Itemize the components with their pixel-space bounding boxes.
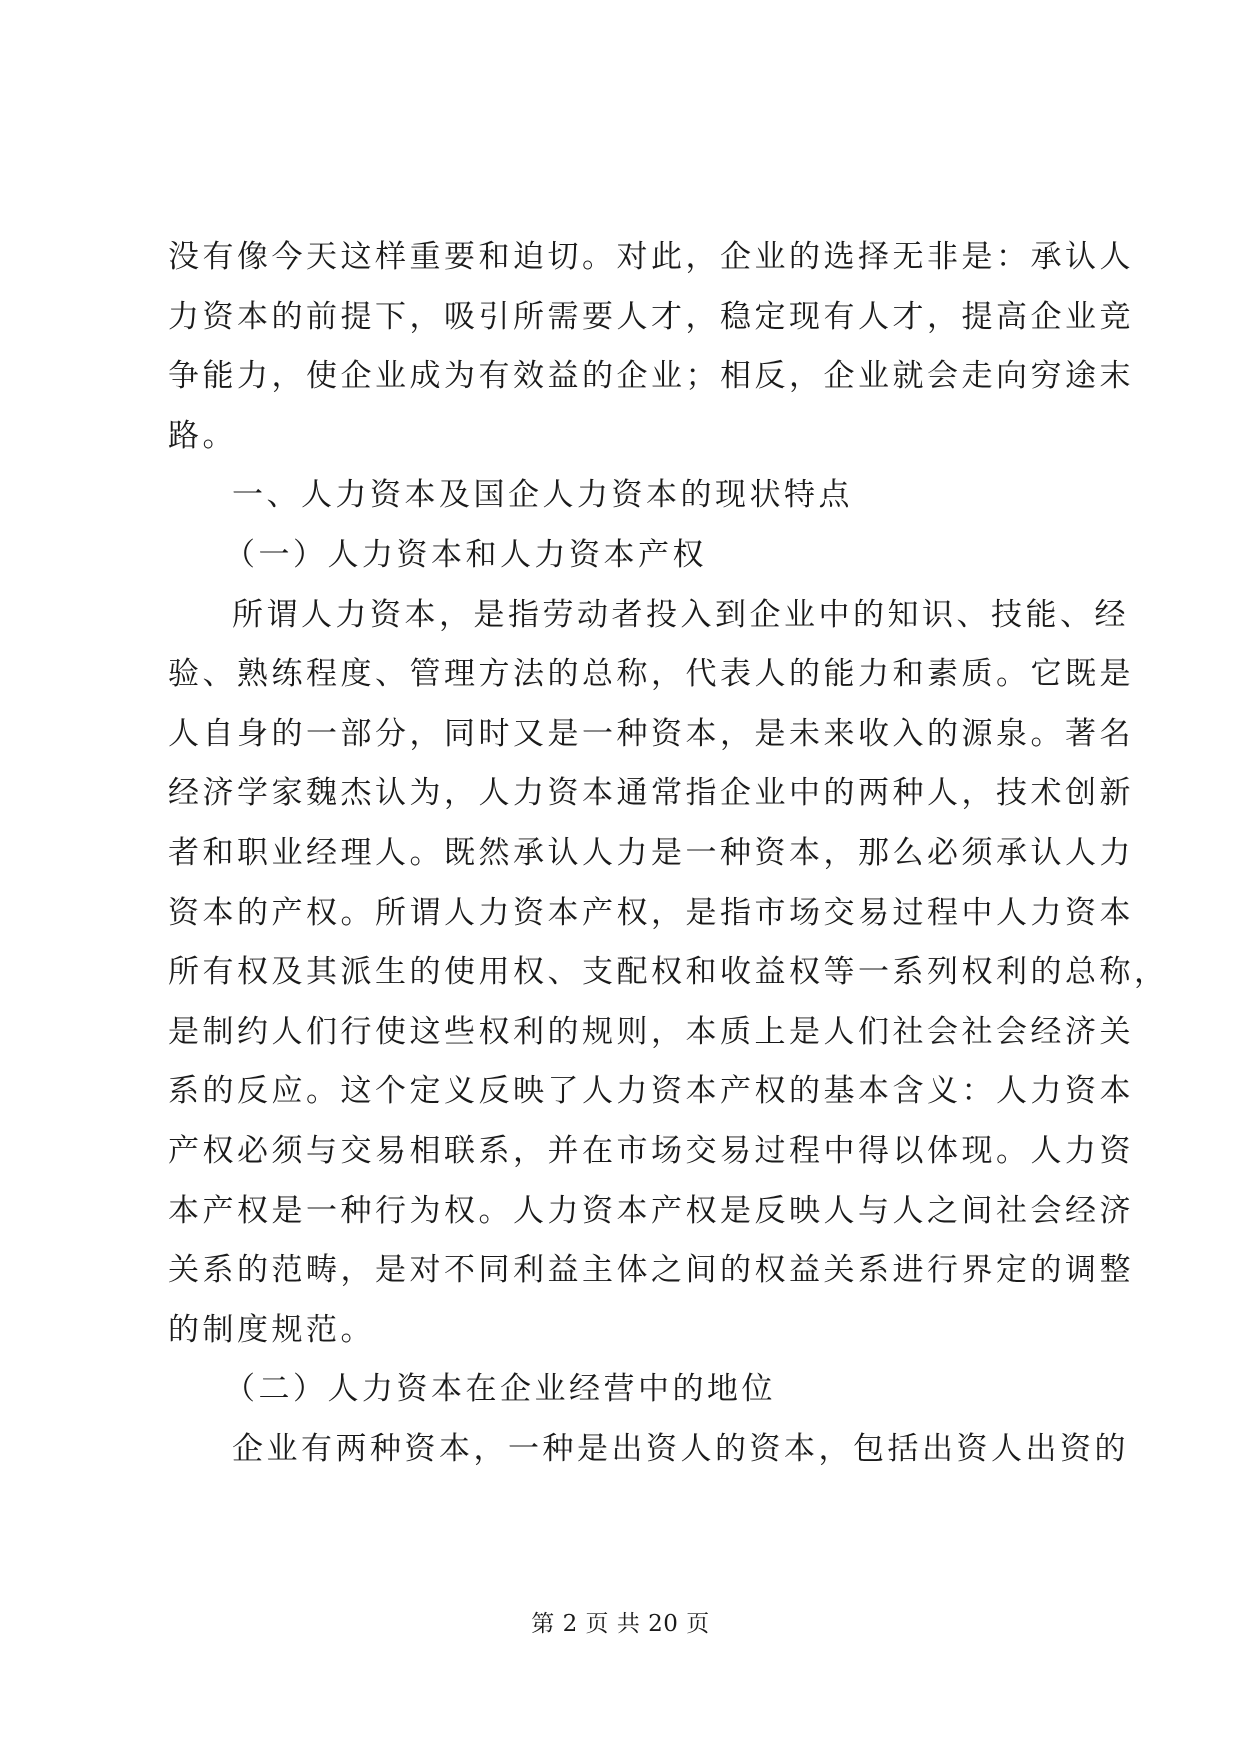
paragraph-line: 路。: [168, 417, 237, 454]
paragraph-first-line: 企业有两种资本，一种是出资人的资本，包括出资人出资的: [232, 1430, 1129, 1467]
paragraph-line: 系的反应。这个定义反映了人力资本产权的基本含义：人力资本: [168, 1073, 1134, 1110]
paragraph-line: 人自身的一部分，同时又是一种资本，是未来收入的源泉。著名: [168, 715, 1134, 752]
subsection-heading: （二）人力资本在企业经营中的地位: [224, 1371, 776, 1408]
paragraph-line: 产权必须与交易相联系，并在市场交易过程中得以体现。人力资: [168, 1132, 1134, 1169]
paragraph-line: 资本的产权。所谓人力资本产权，是指市场交易过程中人力资本: [168, 894, 1134, 931]
paragraph-line: 者和职业经理人。既然承认人力是一种资本，那么必须承认人力: [168, 834, 1134, 871]
paragraph-line: 经济学家魏杰认为，人力资本通常指企业中的两种人，技术创新: [168, 775, 1134, 812]
subsection-heading: （一）人力资本和人力资本产权: [224, 536, 707, 573]
paragraph-line: 争能力，使企业成为有效益的企业；相反，企业就会走向穷途末: [168, 358, 1134, 395]
paragraph-line: 力资本的前提下，吸引所需要人才，稳定现有人才，提高企业竞: [168, 298, 1134, 335]
section-heading: 一、人力资本及国企人力资本的现状特点: [232, 477, 853, 514]
paragraph-line: 本产权是一种行为权。人力资本产权是反映人与人之间社会经济: [168, 1192, 1134, 1229]
paragraph-line: 是制约人们行使这些权利的规则，本质上是人们社会社会经济关: [168, 1013, 1134, 1050]
page-number-label: 第 2 页 共 20 页: [531, 1611, 710, 1637]
paragraph-line: 验、熟练程度、管理方法的总称，代表人的能力和素质。它既是: [168, 656, 1134, 693]
page-footer: [0, 1605, 1241, 1638]
paragraph-line: 没有像今天这样重要和迫切。对此，企业的选择无非是：承认人: [168, 239, 1134, 275]
paragraph-line: 的制度规范。: [168, 1311, 375, 1348]
paragraph-line: 所有权及其派生的使用权、支配权和收益权等一系列权利的总称，: [168, 954, 1169, 991]
body-text: [168, 228, 1169, 1479]
paragraph-line: 关系的范畴，是对不同利益主体之间的权益关系进行界定的调整: [168, 1252, 1134, 1289]
paragraph-first-line: 所谓人力资本，是指劳动者投入到企业中的知识、技能、经: [232, 596, 1129, 633]
